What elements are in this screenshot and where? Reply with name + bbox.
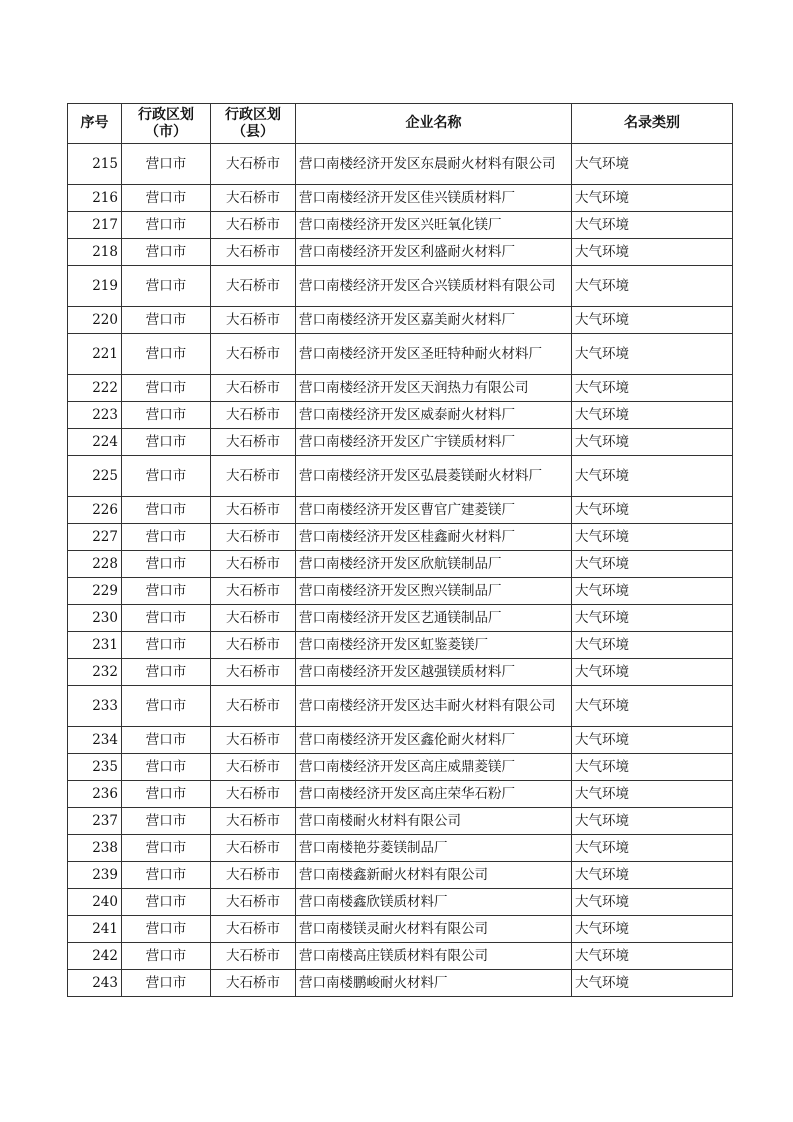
header-enterprise-name: 企业名称 — [296, 104, 572, 144]
county-cell: 大石桥市 — [211, 185, 296, 212]
city-cell: 营口市 — [122, 686, 211, 727]
county-cell: 大石桥市 — [211, 632, 296, 659]
enterprise-name-cell: 营口南楼经济开发区广宇镁质材料厂 — [296, 429, 572, 456]
table-row — [68, 970, 733, 997]
city-cell: 营口市 — [122, 551, 211, 578]
table-row — [68, 144, 733, 185]
city-cell: 营口市 — [122, 375, 211, 402]
serial-number-cell: 218 — [68, 239, 122, 266]
enterprise-name-cell: 营口南楼高庄镁质材料有限公司 — [296, 943, 572, 970]
city-cell: 营口市 — [122, 605, 211, 632]
serial-number-cell: 241 — [68, 916, 122, 943]
county-cell: 大石桥市 — [211, 943, 296, 970]
header-city-line2: （市） — [145, 123, 187, 140]
county-cell: 大石桥市 — [211, 551, 296, 578]
county-cell: 大石桥市 — [211, 889, 296, 916]
table-body — [68, 144, 733, 997]
serial-number-cell: 233 — [68, 686, 122, 727]
county-cell: 大石桥市 — [211, 429, 296, 456]
city-cell: 营口市 — [122, 862, 211, 889]
enterprise-name-cell: 营口南楼经济开发区高庄威鼎菱镁厂 — [296, 754, 572, 781]
category-cell: 大气环境 — [572, 429, 733, 456]
table-row — [68, 916, 733, 943]
category-cell: 大气环境 — [572, 144, 733, 185]
serial-number-cell: 242 — [68, 943, 122, 970]
table-row — [68, 686, 733, 727]
county-cell: 大石桥市 — [211, 970, 296, 997]
enterprise-name-cell: 营口南楼耐火材料有限公司 — [296, 808, 572, 835]
county-cell: 大石桥市 — [211, 659, 296, 686]
serial-number-cell: 215 — [68, 144, 122, 185]
enterprise-name-cell: 营口南楼经济开发区欣航镁制品厂 — [296, 551, 572, 578]
enterprise-name-cell: 营口南楼经济开发区曹官广建菱镁厂 — [296, 497, 572, 524]
county-cell: 大石桥市 — [211, 754, 296, 781]
category-cell: 大气环境 — [572, 970, 733, 997]
serial-number-cell: 221 — [68, 334, 122, 375]
enterprise-name-cell: 营口南楼经济开发区兴旺氧化镁厂 — [296, 212, 572, 239]
city-cell: 营口市 — [122, 334, 211, 375]
category-cell: 大气环境 — [572, 862, 733, 889]
enterprise-name-cell: 营口南楼经济开发区东晨耐火材料有限公司 — [296, 144, 572, 185]
table-row — [68, 266, 733, 307]
table-row — [68, 307, 733, 334]
serial-number-cell: 234 — [68, 727, 122, 754]
table-row — [68, 212, 733, 239]
county-cell: 大石桥市 — [211, 334, 296, 375]
city-cell: 营口市 — [122, 727, 211, 754]
serial-number-cell: 220 — [68, 307, 122, 334]
county-cell: 大石桥市 — [211, 686, 296, 727]
enterprise-name-cell: 营口南楼鑫新耐火材料有限公司 — [296, 862, 572, 889]
serial-number-cell: 232 — [68, 659, 122, 686]
county-cell: 大石桥市 — [211, 456, 296, 497]
category-cell: 大气环境 — [572, 402, 733, 429]
serial-number-cell: 231 — [68, 632, 122, 659]
county-cell: 大石桥市 — [211, 212, 296, 239]
category-cell: 大气环境 — [572, 185, 733, 212]
county-cell: 大石桥市 — [211, 578, 296, 605]
header-county-line1: 行政区划 — [225, 106, 281, 123]
city-cell: 营口市 — [122, 754, 211, 781]
serial-number-cell: 236 — [68, 781, 122, 808]
table-row — [68, 808, 733, 835]
table-row — [68, 781, 733, 808]
serial-number-cell: 217 — [68, 212, 122, 239]
header-category: 名录类别 — [572, 104, 733, 144]
enterprise-name-cell: 营口南楼镁灵耐火材料有限公司 — [296, 916, 572, 943]
serial-number-cell: 237 — [68, 808, 122, 835]
table-header — [68, 104, 733, 144]
category-cell: 大气环境 — [572, 605, 733, 632]
city-cell: 营口市 — [122, 524, 211, 551]
city-cell: 营口市 — [122, 144, 211, 185]
table-row — [68, 524, 733, 551]
county-cell: 大石桥市 — [211, 402, 296, 429]
city-cell: 营口市 — [122, 659, 211, 686]
table-row — [68, 754, 733, 781]
city-cell: 营口市 — [122, 835, 211, 862]
county-cell: 大石桥市 — [211, 307, 296, 334]
county-cell: 大石桥市 — [211, 144, 296, 185]
serial-number-cell: 224 — [68, 429, 122, 456]
serial-number-cell: 226 — [68, 497, 122, 524]
category-cell: 大气环境 — [572, 808, 733, 835]
serial-number-cell: 216 — [68, 185, 122, 212]
table-row — [68, 889, 733, 916]
enterprise-name-cell: 营口南楼经济开发区鑫伦耐火材料厂 — [296, 727, 572, 754]
city-cell: 营口市 — [122, 808, 211, 835]
county-cell: 大石桥市 — [211, 835, 296, 862]
city-cell: 营口市 — [122, 497, 211, 524]
category-cell: 大气环境 — [572, 266, 733, 307]
serial-number-cell: 219 — [68, 266, 122, 307]
county-cell: 大石桥市 — [211, 862, 296, 889]
table-row — [68, 659, 733, 686]
serial-number-cell: 229 — [68, 578, 122, 605]
table-row — [68, 429, 733, 456]
table-row — [68, 551, 733, 578]
serial-number-cell: 230 — [68, 605, 122, 632]
table-row — [68, 334, 733, 375]
enterprise-list-table — [67, 103, 733, 997]
enterprise-name-cell: 营口南楼经济开发区桂鑫耐火材料厂 — [296, 524, 572, 551]
table-row — [68, 835, 733, 862]
enterprise-name-cell: 营口南楼鑫欣镁质材料厂 — [296, 889, 572, 916]
enterprise-name-cell: 营口南楼经济开发区达丰耐火材料有限公司 — [296, 686, 572, 727]
serial-number-cell: 238 — [68, 835, 122, 862]
county-cell: 大石桥市 — [211, 524, 296, 551]
city-cell: 营口市 — [122, 456, 211, 497]
table-row — [68, 862, 733, 889]
category-cell: 大气环境 — [572, 524, 733, 551]
city-cell: 营口市 — [122, 212, 211, 239]
category-cell: 大气环境 — [572, 334, 733, 375]
enterprise-name-cell: 营口南楼经济开发区弘晨菱镁耐火材料厂 — [296, 456, 572, 497]
enterprise-name-cell: 营口南楼经济开发区合兴镁质材料有限公司 — [296, 266, 572, 307]
county-cell: 大石桥市 — [211, 497, 296, 524]
table-row — [68, 185, 733, 212]
serial-number-cell: 227 — [68, 524, 122, 551]
county-cell: 大石桥市 — [211, 781, 296, 808]
county-cell: 大石桥市 — [211, 375, 296, 402]
header-row — [68, 104, 733, 144]
header-county-line2: （县） — [232, 123, 274, 140]
table-row — [68, 239, 733, 266]
city-cell: 营口市 — [122, 943, 211, 970]
category-cell: 大气环境 — [572, 632, 733, 659]
category-cell: 大气环境 — [572, 754, 733, 781]
enterprise-name-cell: 营口南楼经济开发区佳兴镁质材料厂 — [296, 185, 572, 212]
category-cell: 大气环境 — [572, 916, 733, 943]
serial-number-cell: 225 — [68, 456, 122, 497]
city-cell: 营口市 — [122, 402, 211, 429]
enterprise-name-cell: 营口南楼艳芬菱镁制品厂 — [296, 835, 572, 862]
enterprise-name-cell: 营口南楼经济开发区天润热力有限公司 — [296, 375, 572, 402]
category-cell: 大气环境 — [572, 375, 733, 402]
table-row — [68, 402, 733, 429]
category-cell: 大气环境 — [572, 835, 733, 862]
category-cell: 大气环境 — [572, 781, 733, 808]
city-cell: 营口市 — [122, 239, 211, 266]
county-cell: 大石桥市 — [211, 916, 296, 943]
serial-number-cell: 235 — [68, 754, 122, 781]
county-cell: 大石桥市 — [211, 266, 296, 307]
enterprise-name-cell: 营口南楼经济开发区利盛耐火材料厂 — [296, 239, 572, 266]
city-cell: 营口市 — [122, 307, 211, 334]
city-cell: 营口市 — [122, 916, 211, 943]
enterprise-name-cell: 营口南楼经济开发区嘉美耐火材料厂 — [296, 307, 572, 334]
county-cell: 大石桥市 — [211, 605, 296, 632]
enterprise-name-cell: 营口南楼经济开发区虹鉴菱镁厂 — [296, 632, 572, 659]
category-cell: 大气环境 — [572, 212, 733, 239]
city-cell: 营口市 — [122, 970, 211, 997]
category-cell: 大气环境 — [572, 659, 733, 686]
category-cell: 大气环境 — [572, 578, 733, 605]
city-cell: 营口市 — [122, 185, 211, 212]
category-cell: 大气环境 — [572, 727, 733, 754]
header-county — [211, 104, 296, 144]
table-row — [68, 605, 733, 632]
enterprise-name-cell: 营口南楼经济开发区煦兴镁制品厂 — [296, 578, 572, 605]
serial-number-cell: 222 — [68, 375, 122, 402]
enterprise-name-cell: 营口南楼经济开发区圣旺特种耐火材料厂 — [296, 334, 572, 375]
serial-number-cell: 243 — [68, 970, 122, 997]
enterprise-name-cell: 营口南楼经济开发区威泰耐火材料厂 — [296, 402, 572, 429]
header-city-line1: 行政区划 — [138, 106, 194, 123]
city-cell: 营口市 — [122, 429, 211, 456]
serial-number-cell: 240 — [68, 889, 122, 916]
category-cell: 大气环境 — [572, 239, 733, 266]
serial-number-cell: 228 — [68, 551, 122, 578]
enterprise-name-cell: 营口南楼经济开发区越强镁质材料厂 — [296, 659, 572, 686]
table-row — [68, 456, 733, 497]
category-cell: 大气环境 — [572, 686, 733, 727]
table-row — [68, 727, 733, 754]
table-row — [68, 943, 733, 970]
category-cell: 大气环境 — [572, 889, 733, 916]
city-cell: 营口市 — [122, 889, 211, 916]
county-cell: 大石桥市 — [211, 239, 296, 266]
enterprise-name-cell: 营口南楼经济开发区艺通镁制品厂 — [296, 605, 572, 632]
category-cell: 大气环境 — [572, 456, 733, 497]
enterprise-name-cell: 营口南楼鹏峻耐火材料厂 — [296, 970, 572, 997]
header-serial-number: 序号 — [68, 104, 122, 144]
city-cell: 营口市 — [122, 632, 211, 659]
category-cell: 大气环境 — [572, 943, 733, 970]
enterprise-name-cell: 营口南楼经济开发区高庄荣华石粉厂 — [296, 781, 572, 808]
category-cell: 大气环境 — [572, 551, 733, 578]
city-cell: 营口市 — [122, 781, 211, 808]
table-row — [68, 632, 733, 659]
serial-number-cell: 223 — [68, 402, 122, 429]
table-row — [68, 578, 733, 605]
category-cell: 大气环境 — [572, 307, 733, 334]
city-cell: 营口市 — [122, 578, 211, 605]
city-cell: 营口市 — [122, 266, 211, 307]
table-row — [68, 497, 733, 524]
category-cell: 大气环境 — [572, 497, 733, 524]
header-city — [122, 104, 211, 144]
table-row — [68, 375, 733, 402]
serial-number-cell: 239 — [68, 862, 122, 889]
county-cell: 大石桥市 — [211, 808, 296, 835]
county-cell: 大石桥市 — [211, 727, 296, 754]
